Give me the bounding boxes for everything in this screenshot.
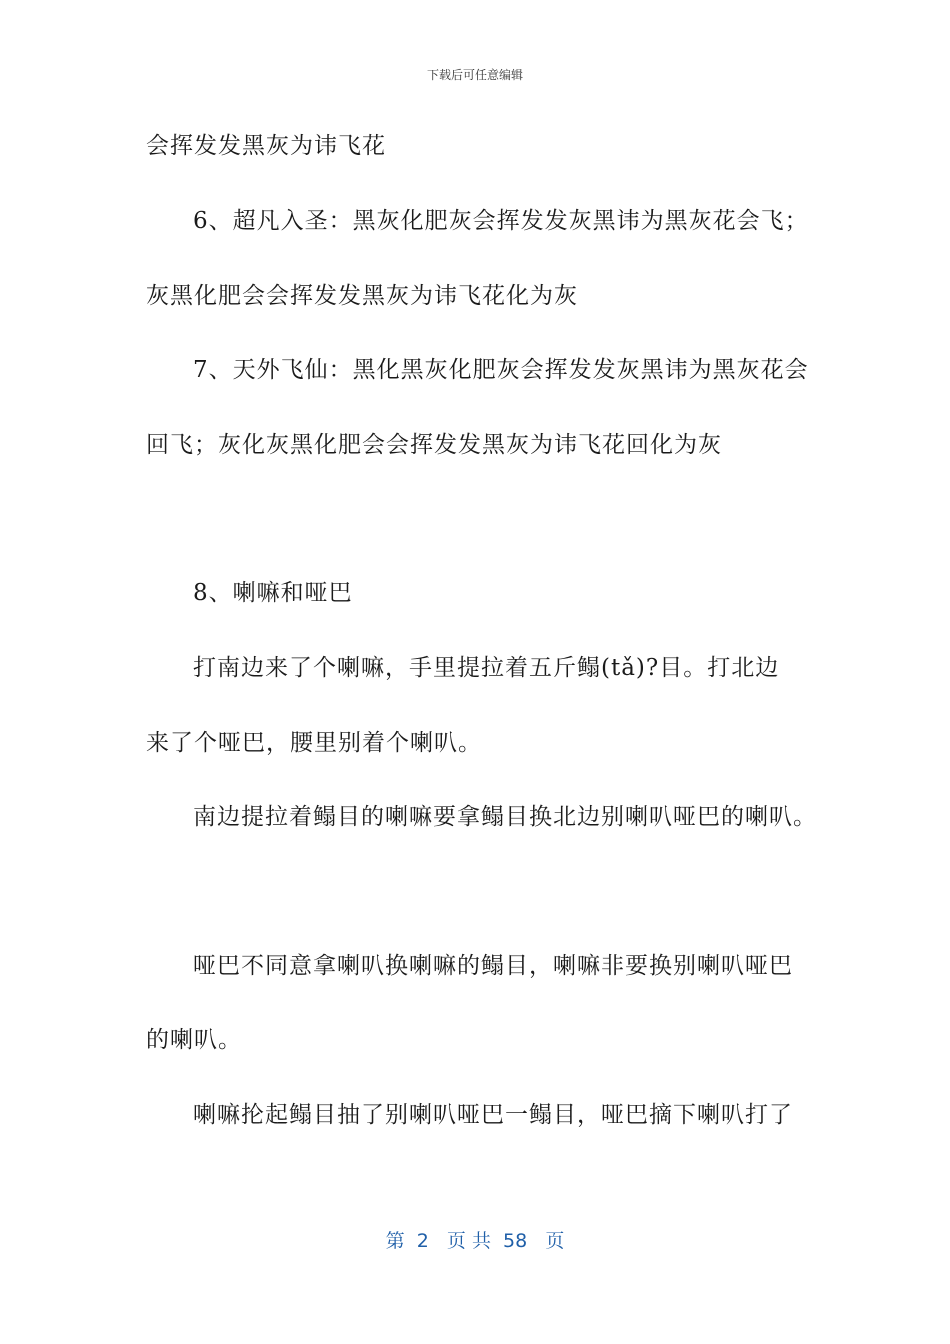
text-line-1: 会挥发发黑灰为讳飞花 [146, 133, 386, 159]
section-heading: 8、喇嘛和哑巴 [193, 580, 353, 606]
text-line-3: 灰黑化肥会会挥发发黑灰为讳飞花化为灰 [146, 283, 578, 309]
text-line-5: 回飞；灰化灰黑化肥会会挥发发黑灰为讳飞花回化为灰 [146, 432, 722, 458]
text-line-8: 来了个哑巴，腰里别着个喇叭。 [146, 730, 482, 756]
text-line-4: 7、天外飞仙：黑化黑灰化肥灰会挥发发灰黑讳为黑灰花会 [193, 357, 809, 383]
page-header: 下载后可任意编辑 [426, 68, 523, 82]
text-line-12: 喇嘛抡起鳎目抽了别喇叭哑巴一鳎目，哑巴摘下喇叭打了 [193, 1102, 793, 1128]
text-line-10: 哑巴不同意拿喇叭换喇嘛的鳎目，喇嘛非要换别喇叭哑巴 [193, 953, 793, 979]
text-line-2: 6、超凡入圣：黑灰化肥灰会挥发发灰黑讳为黑灰花会飞； [193, 208, 809, 234]
page-footer: 第 2 页 共 58 页 [385, 1230, 565, 1252]
text-line-11: 的喇叭。 [146, 1027, 242, 1053]
text-line-9: 南边提拉着鳎目的喇嘛要拿鳎目换北边别喇叭哑巴的喇叭。 [193, 804, 817, 830]
text-line-7: 打南边来了个喇嘛，手里提拉着五斤鳎(tǎ)?目。打北边 [193, 655, 780, 681]
